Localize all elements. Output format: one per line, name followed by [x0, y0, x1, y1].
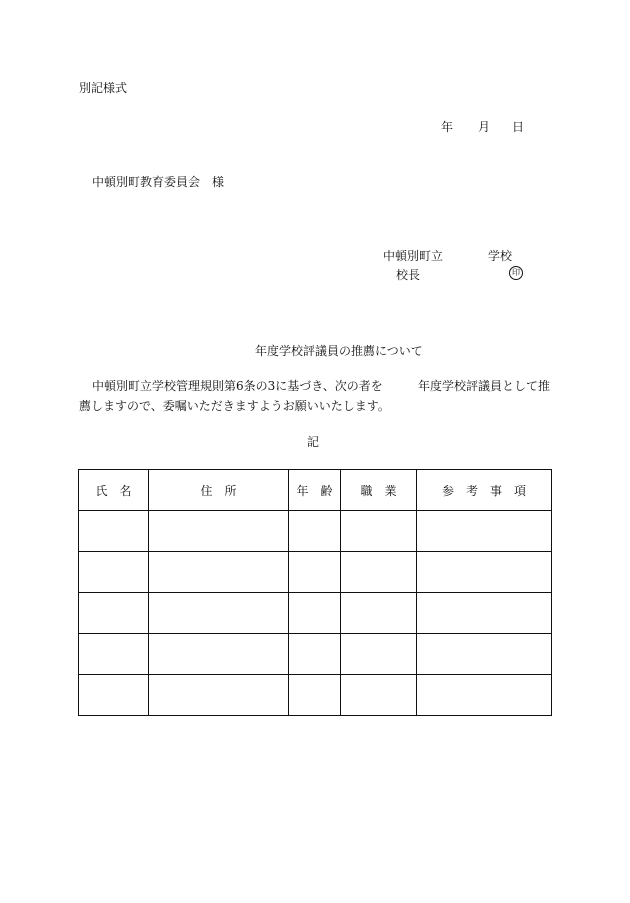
cell-occupation[interactable] — [341, 511, 417, 552]
table-row — [79, 675, 552, 716]
subject-title: 年度学校評議員の推薦について — [255, 344, 423, 358]
nominee-table — [78, 469, 551, 716]
ki-heading: 記 — [307, 435, 320, 449]
addressee: 中頓別町教育委員会 様 — [92, 175, 225, 189]
body-text-line1-a: 中頓別町立学校管理規則第6条の3に基づき、次の者を — [92, 379, 383, 393]
cell-remarks[interactable] — [417, 675, 552, 716]
header-name: 氏 名 — [79, 470, 149, 511]
cell-age[interactable] — [289, 675, 341, 716]
body-text-line2: 薦しますので、委嘱いただきますようお願いいたします。 — [79, 399, 390, 413]
cell-occupation[interactable] — [341, 552, 417, 593]
table-row — [79, 552, 552, 593]
cell-age[interactable] — [289, 593, 341, 634]
cell-age[interactable] — [289, 634, 341, 675]
body-text-line1-b: 年度学校評議員として推 — [418, 379, 551, 393]
cell-address[interactable] — [149, 552, 289, 593]
cell-remarks[interactable] — [417, 634, 552, 675]
cell-remarks[interactable] — [417, 511, 552, 552]
cell-address[interactable] — [149, 634, 289, 675]
cell-name[interactable] — [79, 634, 149, 675]
header-address: 住 所 — [149, 470, 289, 511]
date-month-label: 月 — [478, 120, 491, 134]
header-age: 年 齢 — [289, 470, 341, 511]
cell-name[interactable] — [79, 552, 149, 593]
cell-name[interactable] — [79, 593, 149, 634]
cell-age[interactable] — [289, 552, 341, 593]
cell-name[interactable] — [79, 675, 149, 716]
table-row — [79, 511, 552, 552]
sender-principal: 校長 — [396, 268, 421, 282]
form-label: 別記様式 — [79, 81, 128, 95]
table-header-row — [79, 470, 552, 511]
cell-remarks[interactable] — [417, 552, 552, 593]
cell-remarks[interactable] — [417, 593, 552, 634]
date-day-label: 日 — [512, 120, 525, 134]
cell-address[interactable] — [149, 511, 289, 552]
sender-school-prefix: 中頓別町立 — [383, 249, 444, 263]
header-remarks: 参 考 事 項 — [417, 470, 552, 511]
date-year-label: 年 — [441, 120, 454, 134]
seal-mark: 印 — [509, 266, 523, 280]
sender-school-suffix: 学校 — [488, 249, 513, 263]
cell-address[interactable] — [149, 593, 289, 634]
table-row — [79, 593, 552, 634]
cell-age[interactable] — [289, 511, 341, 552]
table-row — [79, 634, 552, 675]
cell-occupation[interactable] — [341, 675, 417, 716]
cell-occupation[interactable] — [341, 634, 417, 675]
header-occupation: 職 業 — [341, 470, 417, 511]
cell-name[interactable] — [79, 511, 149, 552]
cell-occupation[interactable] — [341, 593, 417, 634]
cell-address[interactable] — [149, 675, 289, 716]
